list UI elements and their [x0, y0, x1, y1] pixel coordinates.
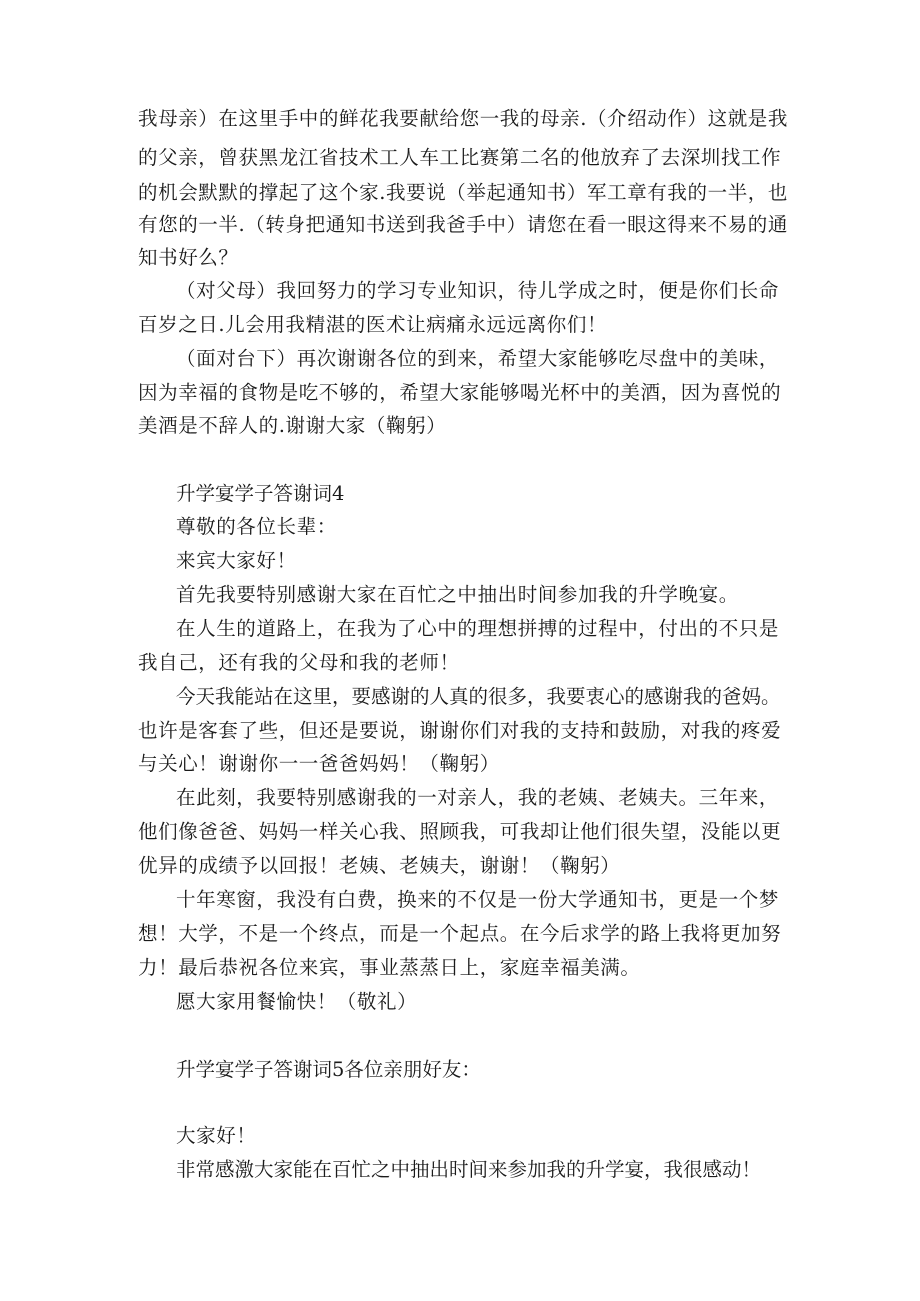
body-line: 想！大学，不是一个终点，而是一个起点。在今后求学的路上我将更加努: [138, 922, 782, 945]
paragraph-line: 十年寒窗，我没有白费，换来的不仅是一份大学通知书，更是一个梦: [176, 888, 780, 911]
paragraph-line: （面对台下）再次谢谢各位的到来，希望大家能够吃尽盘中的美味，: [176, 347, 780, 370]
greeting: 大家好！: [176, 1124, 257, 1147]
paragraph-line: 非常感激大家能在百忙之中抽出时间来参加我的升学宴，我很感动！: [176, 1158, 762, 1181]
paragraph-line: 首先我要特别感谢大家在百忙之中抽出时间参加我的升学晚宴。: [176, 583, 739, 606]
paragraph-line: 今天我能站在这里，要感谢的人真的很多，我要衷心的感谢我的爸妈。: [176, 685, 781, 708]
body-line: 他们像爸爸、妈妈一样关心我、照顾我，可我却让他们很失望，没能以更: [138, 820, 782, 843]
body-line: 的父亲，曾获黑龙江省技术工人车工比赛第二名的他放弃了去深圳找工作: [138, 146, 782, 169]
body-line: 我母亲）在这里手中的鲜花我要献给您一我的母亲.（介绍动作）这就是我: [138, 107, 788, 130]
section-title: 升学宴学子答谢词4: [176, 482, 345, 505]
paragraph-line: （对父母）我回努力的学习专业知识，待儿学成之时，便是你们长命: [176, 279, 780, 302]
paragraph-line: 在此刻，我要特别感谢我的一对亲人，我的老姨、老姨夫。三年来，: [176, 786, 780, 809]
body-line: 百岁之日.儿会用我精湛的医术让病痛永远远离你们！: [138, 313, 608, 336]
body-line: 力！最后恭祝各位来宾，事业蒸蒸日上，家庭幸福美满。: [138, 956, 641, 979]
body-line: 知书好么？: [138, 246, 239, 269]
paragraph-line: 在人生的道路上，在我为了心中的理想拼搏的过程中，付出的不只是: [176, 617, 780, 640]
body-line: 有您的一半.（转身把通知书送到我爸手中）请您在看一眼这得来不易的通: [138, 213, 788, 236]
closing-line: 愿大家用餐愉快！（敬礼）: [176, 990, 418, 1013]
body-line: 的机会默默的撑起了这个家.我要说（举起通知书）军工章有我的一半，也: [138, 181, 788, 204]
body-line: 我自己，还有我的父母和我的老师！: [138, 651, 460, 674]
body-line: 美酒是不辞人的.谢谢大家（鞠躬）: [138, 414, 447, 437]
body-line: 优异的成绩予以回报！老姨、老姨夫，谢谢！（鞠躬）: [138, 854, 621, 877]
greeting: 来宾大家好！: [176, 549, 297, 572]
section-title: 升学宴学子答谢词5各位亲朋好友：: [176, 1058, 481, 1081]
body-line: 与关心！谢谢你一一爸爸妈妈！（鞠躬）: [138, 752, 500, 775]
body-line: 因为幸福的食物是吃不够的，希望大家能够喝光杯中的美酒，因为喜悦的: [138, 381, 782, 404]
body-line: 也许是客套了些，但还是要说，谢谢你们对我的支持和鼓励，对我的疼爱: [138, 719, 782, 742]
salutation: 尊敬的各位长辈：: [176, 515, 337, 538]
